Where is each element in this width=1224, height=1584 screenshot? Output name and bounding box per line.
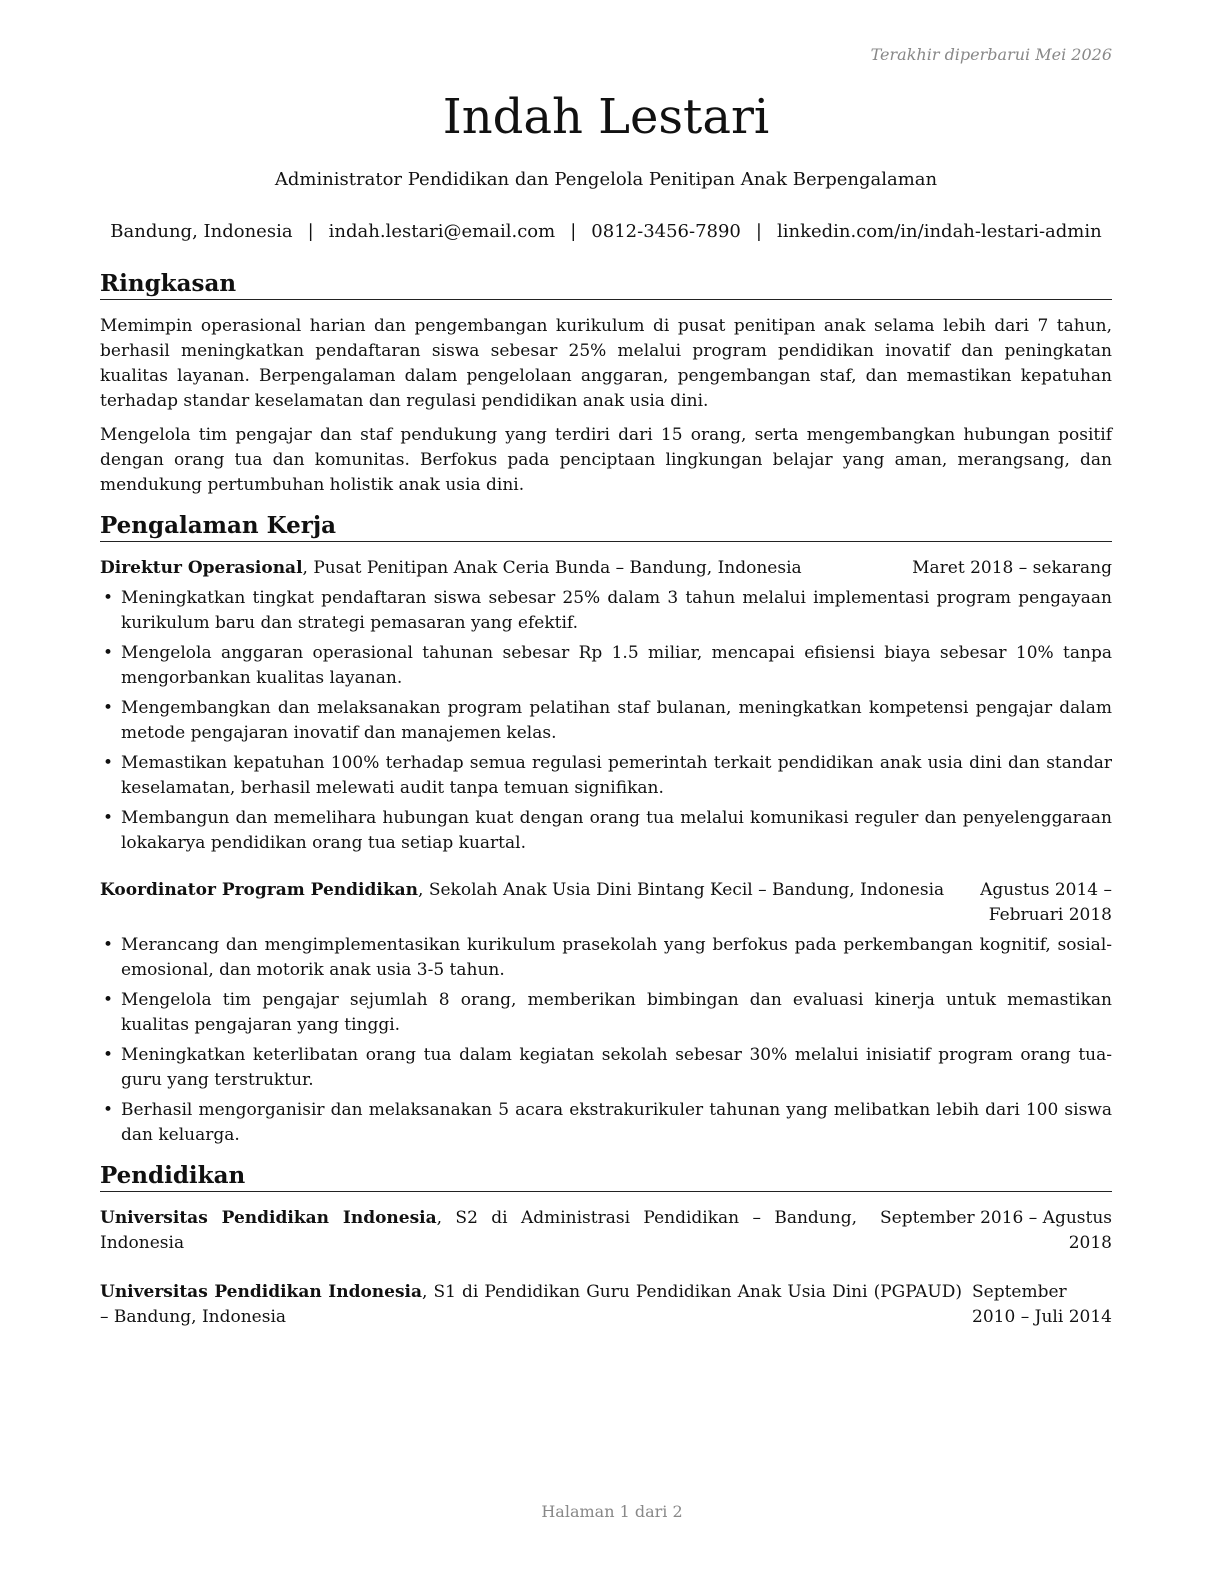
job-dates: Agustus 2014 – Februari 2018 xyxy=(980,880,1112,925)
education-dates: September 2016 – Agustus 2018 xyxy=(880,1208,1112,1253)
job-bullet: • Mengelola tim pengajar sejumlah 8 orang, memberikan bimbingan dan evaluasi kinerja untuk memastikan kualitas pengajaran yang tinggi. xyxy=(100,988,1112,1038)
education-title-line xyxy=(100,1280,972,1330)
job-organization: , Pusat Penitipan Anak Ceria Bunda – Bandung, Indonesia xyxy=(302,558,802,578)
job-bullet: • Meningkatkan keterlibatan orang tua dalam kegiatan sekolah sebesar 30% melalui inisiatif program orang tua-guru yang terstruktur. xyxy=(100,1043,1112,1093)
education-detail: , S1 di Pendidikan Guru Pendidikan Anak Usia Dini (PGPAUD) – Bandung, Indonesia xyxy=(100,1282,962,1327)
job-bullet: • Mengelola anggaran operasional tahunan sebesar Rp 1.5 miliar, mencapai efisiensi biaya sebesar 10% tanpa mengorbankan kualitas layanan. xyxy=(100,641,1112,691)
summary-section xyxy=(100,270,1112,498)
job-role: Koordinator Program Pendidikan xyxy=(100,880,419,900)
summary-paragraph: Mengelola tim pengajar dan staf pendukung yang terdiri dari 15 orang, serta mengembangkan hubungan positif dengan orang tua dan komunitas. Berfokus pada penciptaan lingkungan belajar yang aman, merangsang, dan mendukung pertumbuhan holistik anak usia dini. xyxy=(100,425,1112,495)
candidate-name: Indah Lestari xyxy=(442,89,770,145)
job-role: Direktur Operasional xyxy=(100,558,303,578)
job-organization: , Sekolah Anak Usia Dini Bintang Kecil – Bandung, Indonesia xyxy=(418,880,945,900)
contact-separator: | xyxy=(570,221,577,242)
job-bullets xyxy=(100,933,1112,1148)
education-school: Universitas Pendidikan Indonesia xyxy=(100,1282,423,1302)
education-school: Universitas Pendidikan Indonesia xyxy=(100,1208,437,1228)
job-header xyxy=(100,556,1112,581)
contact-separator: | xyxy=(755,221,762,242)
job-bullet: • Memastikan kepatuhan 100% terhadap semua regulasi pemerintah terkait pendidikan anak usia dini dan standar keselamatan, berhasil melewati audit tanpa temuan signifikan. xyxy=(100,751,1112,801)
contact-linkedin[interactable]: linkedin.com/in/indah-lestari-admin xyxy=(776,221,1102,242)
job-header xyxy=(100,878,1112,928)
summary-paragraph: Memimpin operasional harian dan pengembangan kurikulum di pusat penitipan anak selama lebih dari 7 tahun, berhasil meningkatkan pendaftaran siswa sebesar 25% melalui program pendidikan inovatif dan peningkatan kualitas layanan. Berpengalaman dalam pengelolaan anggaran, pengembangan staf, dan memastikan kepatuhan terhadap standar keselamatan dan regulasi pendidikan anak usia dini. xyxy=(100,316,1112,411)
job-bullets xyxy=(100,586,1112,856)
job-title-line xyxy=(100,878,962,903)
job-bullet: • Membangun dan memelihara hubungan kuat dengan orang tua melalui komunikasi reguler dan penyelenggaraan lokakarya pendidikan orang tua setiap kuartal. xyxy=(100,806,1112,856)
section-title-summary: Ringkasan xyxy=(100,270,1112,300)
contact-location: Bandung, Indonesia xyxy=(110,221,293,242)
job-bullet: • Mengembangkan dan melaksanakan program pelatihan staf bulanan, meningkatkan kompetensi pengajar dalam metode pengajaran inovatif dan manajemen kelas. xyxy=(100,696,1112,746)
section-title-education: Pendidikan xyxy=(100,1162,1112,1192)
section-title-experience: Pengalaman Kerja xyxy=(100,512,1112,542)
experience-section xyxy=(100,512,1112,1148)
education-entry xyxy=(100,1206,1112,1256)
education-entry xyxy=(100,1280,1112,1330)
page-number: Halaman 1 dari 2 xyxy=(541,1502,683,1521)
job-bullet: • Berhasil mengorganisir dan melaksanakan 5 acara ekstrakurikuler tahunan yang melibatkan lebih dari 100 siswa dan keluarga. xyxy=(100,1098,1112,1148)
contact-phone: 0812-3456-7890 xyxy=(591,221,741,242)
contact-email[interactable]: indah.lestari@email.com xyxy=(328,221,556,242)
contact-separator: | xyxy=(307,221,314,242)
education-dates: September 2010 – Juli 2014 xyxy=(972,1282,1112,1327)
job-bullet: • Meningkatkan tingkat pendaftaran siswa sebesar 25% dalam 3 tahun melalui implementasi program pengayaan kurikulum baru dan strategi pemasaran yang efektif. xyxy=(100,586,1112,636)
candidate-tagline: Administrator Pendidikan dan Pengelola Penitipan Anak Berpengalaman xyxy=(274,169,938,190)
education-detail: , S2 di Administrasi Pendidikan – Bandung, Indonesia xyxy=(100,1208,857,1253)
job-entry xyxy=(100,878,1112,1148)
job-dates: Maret 2018 – sekarang xyxy=(912,558,1112,578)
education-title-line xyxy=(100,1206,867,1256)
last-updated: Terakhir diperbarui Mei 2026 xyxy=(870,45,1112,64)
job-entry xyxy=(100,556,1112,856)
resume-content xyxy=(100,270,1112,1344)
job-bullet: • Merancang dan mengimplementasikan kurikulum prasekolah yang berfokus pada perkembangan kognitif, sosial-emosional, dan motorik anak usia 3-5 tahun. xyxy=(100,933,1112,983)
contact-line xyxy=(100,220,1112,244)
education-section xyxy=(100,1162,1112,1330)
job-title-line xyxy=(100,556,912,581)
